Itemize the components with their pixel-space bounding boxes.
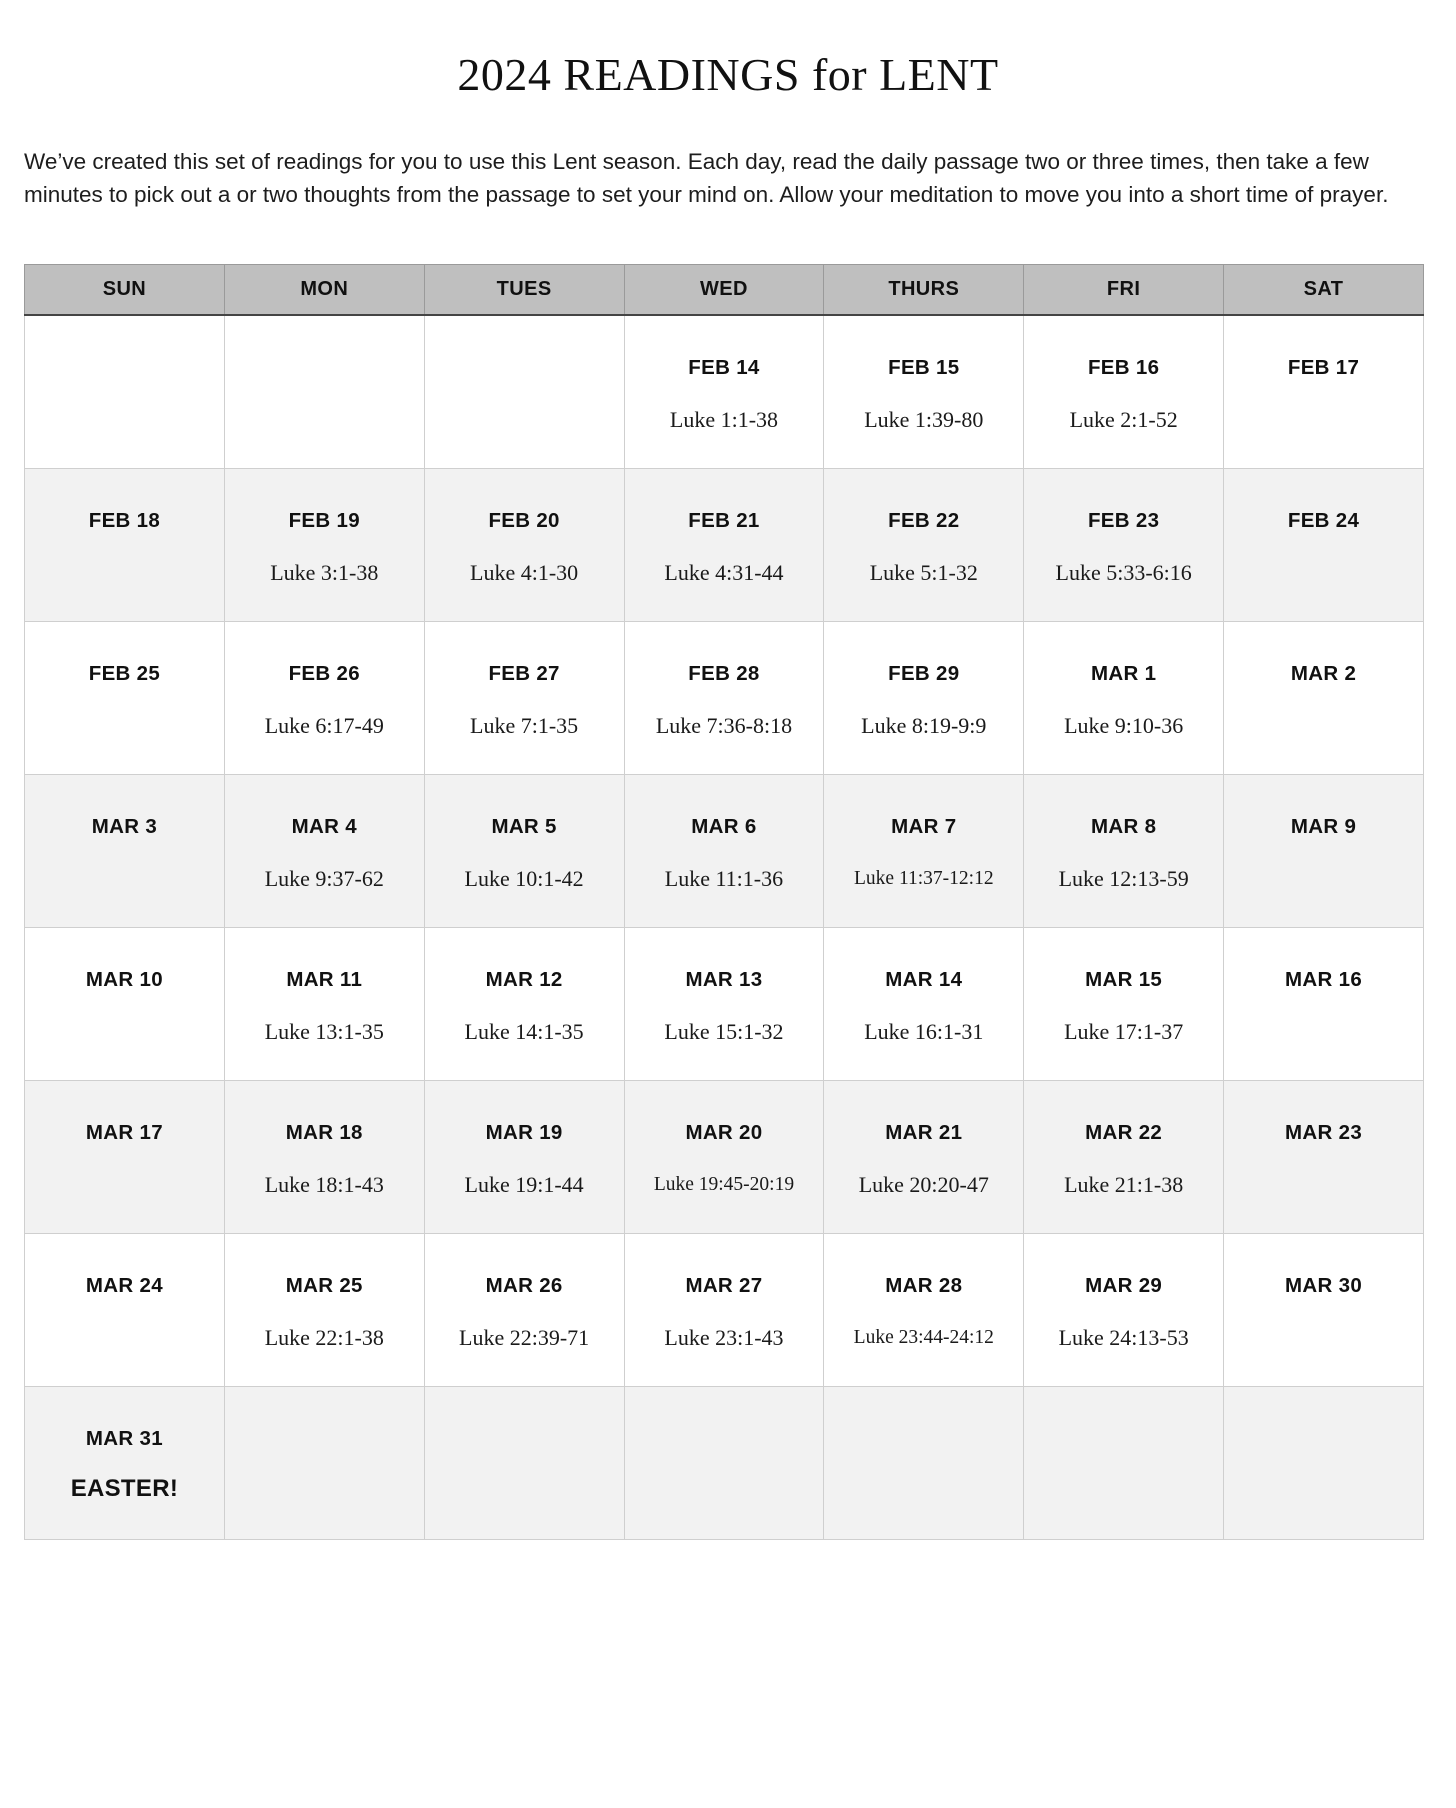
calendar-day-cell[interactable] [824, 315, 1024, 469]
calendar-day-cell[interactable] [424, 1387, 624, 1540]
calendar-day-cell[interactable] [1024, 1387, 1224, 1540]
day-reading-reference: Luke 7:36-8:18 [655, 713, 793, 738]
calendar-day-cell[interactable] [824, 1234, 1024, 1387]
day-cell-content [824, 1081, 1023, 1233]
day-date-label: MAR 15 [1085, 968, 1163, 991]
column-header-sun: SUN [25, 265, 225, 316]
day-cell-content [425, 316, 624, 468]
day-date-label: MAR 18 [285, 1121, 363, 1144]
calendar-day-cell[interactable] [25, 315, 225, 469]
day-cell-content [824, 622, 1023, 774]
calendar-day-cell[interactable] [1024, 775, 1224, 928]
calendar-day-cell[interactable] [624, 928, 824, 1081]
day-reading-reference: Luke 10:1-42 [464, 866, 584, 891]
day-cell-content [824, 775, 1023, 927]
calendar-day-cell[interactable] [1224, 1387, 1424, 1540]
calendar-week-row [25, 622, 1424, 775]
day-date-label: FEB 20 [488, 509, 560, 532]
document-page [0, 48, 1456, 1808]
day-date-label: MAR 4 [291, 815, 357, 838]
calendar-day-cell[interactable] [1224, 622, 1424, 775]
day-date-label: FEB 24 [1287, 509, 1360, 532]
day-cell-content [625, 316, 824, 468]
day-cell-content [824, 469, 1023, 621]
day-cell-content [1224, 1387, 1423, 1539]
day-cell-content [25, 622, 224, 774]
day-cell-content [625, 1081, 824, 1233]
day-reading-reference: Luke 22:39-71 [459, 1325, 590, 1350]
day-reading-reference: Luke 4:1-30 [470, 560, 579, 585]
day-cell-content [225, 316, 424, 468]
calendar-day-cell[interactable] [224, 469, 424, 622]
day-cell-content [25, 1234, 224, 1386]
day-cell-content [25, 1387, 224, 1539]
calendar-day-cell[interactable] [1024, 1234, 1224, 1387]
day-date-label: FEB 17 [1287, 356, 1360, 379]
day-date-label: FEB 14 [688, 356, 760, 379]
day-cell-content [1024, 775, 1223, 927]
calendar-day-cell[interactable] [1024, 928, 1224, 1081]
day-reading-reference: Luke 22:1-38 [264, 1325, 384, 1350]
day-date-label: MAR 28 [885, 1274, 963, 1297]
calendar-day-cell[interactable] [424, 1234, 624, 1387]
calendar-day-cell[interactable] [25, 928, 225, 1081]
calendar-day-cell[interactable] [224, 1387, 424, 1540]
intro-paragraph: We’ve created this set of readings for you to use this Lent season. Each day, read the daily passage two or three times, then take a few minutes to pick out a or two thoughts from the passage to set your mind on. Allow your meditation to move you into a short time of prayer. [24, 149, 1389, 207]
calendar-day-cell[interactable] [1224, 928, 1424, 1081]
calendar-day-cell[interactable] [1024, 622, 1224, 775]
day-cell-content [225, 622, 424, 774]
day-cell-content [425, 775, 624, 927]
day-date-label: MAR 20 [685, 1121, 763, 1144]
day-reading-reference: Luke 2:1-52 [1069, 407, 1178, 432]
day-cell-content [1224, 1081, 1423, 1233]
day-date-label: FEB 16 [1087, 356, 1160, 379]
day-date-label: MAR 9 [1290, 815, 1357, 838]
column-header-mon: MON [224, 265, 424, 316]
day-date-label: MAR 30 [1285, 1274, 1363, 1297]
calendar-day-cell[interactable] [1224, 315, 1424, 469]
calendar-day-cell[interactable] [624, 1234, 824, 1387]
day-reading-reference: Luke 12:13-59 [1058, 866, 1189, 891]
calendar-day-cell[interactable] [624, 775, 824, 928]
calendar-day-cell[interactable] [824, 622, 1024, 775]
calendar-day-cell[interactable] [824, 775, 1024, 928]
calendar-day-cell[interactable] [824, 1387, 1024, 1540]
calendar-day-cell[interactable] [624, 622, 824, 775]
calendar-day-cell[interactable] [25, 622, 225, 775]
calendar-body [25, 315, 1424, 1540]
day-cell-content [225, 1081, 424, 1233]
column-header-fri: FRI [1024, 265, 1224, 316]
day-cell-content [25, 469, 224, 621]
calendar-day-cell[interactable] [25, 1081, 225, 1234]
day-reading-reference: Luke 5:1-32 [869, 560, 978, 585]
day-date-label: FEB 19 [288, 509, 360, 532]
calendar-week-row [25, 928, 1424, 1081]
day-date-label: FEB 22 [888, 509, 960, 532]
calendar-day-cell[interactable] [1224, 1234, 1424, 1387]
day-date-label: FEB 29 [888, 662, 960, 685]
day-date-label: MAR 24 [85, 1274, 163, 1297]
day-cell-content [25, 1081, 224, 1233]
calendar-day-cell[interactable] [424, 469, 624, 622]
day-cell-content [1024, 469, 1223, 621]
day-date-label: MAR 12 [485, 968, 563, 991]
day-cell-content [625, 928, 824, 1080]
calendar-day-cell[interactable] [1224, 1081, 1424, 1234]
calendar-week-row [25, 315, 1424, 469]
calendar-day-cell[interactable] [824, 1081, 1024, 1234]
day-date-label: MAR 5 [491, 815, 557, 838]
calendar-header-row [25, 265, 1424, 316]
day-reading-reference: Luke 16:1-31 [864, 1019, 984, 1044]
day-date-label: FEB 15 [888, 356, 960, 379]
calendar-day-cell[interactable] [624, 1387, 824, 1540]
day-cell-content [1024, 316, 1223, 468]
day-date-label: FEB 26 [288, 662, 360, 685]
day-date-label: MAR 6 [691, 815, 757, 838]
day-date-label: FEB 27 [488, 662, 560, 685]
day-reading-reference: Luke 6:17-49 [264, 713, 384, 738]
day-cell-content [425, 928, 624, 1080]
page-title: 2024 READINGS for LENT [457, 49, 999, 100]
lent-readings-calendar [24, 264, 1424, 1540]
day-cell-content [225, 1387, 424, 1539]
day-reading-reference: Luke 3:1-38 [270, 560, 379, 585]
day-date-label: MAR 16 [1285, 968, 1363, 991]
day-reading-reference: Luke 20:20-47 [858, 1172, 989, 1197]
day-cell-content [1224, 775, 1423, 927]
day-date-label: MAR 13 [685, 968, 763, 991]
day-cell-content [1024, 1081, 1223, 1233]
day-cell-content [225, 1234, 424, 1386]
day-reading-reference: Luke 11:37-12:12 [854, 868, 994, 889]
day-date-label: MAR 17 [85, 1121, 163, 1144]
day-cell-content [425, 1081, 624, 1233]
day-reading-reference: Luke 9:10-36 [1064, 713, 1184, 738]
day-reading-reference: Luke 23:1-43 [664, 1325, 784, 1350]
calendar-day-cell[interactable] [1224, 775, 1424, 928]
day-cell-content [1224, 622, 1423, 774]
day-cell-content [25, 928, 224, 1080]
day-cell-content [625, 1387, 824, 1539]
day-reading-reference: Luke 13:1-35 [264, 1019, 384, 1044]
calendar-day-cell[interactable] [224, 775, 424, 928]
calendar-week-row [25, 1387, 1424, 1540]
day-reading-reference: Luke 18:1-43 [264, 1172, 384, 1197]
day-reading-reference: Luke 9:37-62 [264, 866, 384, 891]
calendar-week-row [25, 775, 1424, 928]
day-cell-content [425, 1234, 624, 1386]
day-date-label: MAR 3 [91, 815, 158, 838]
day-date-label: FEB 28 [688, 662, 760, 685]
calendar-day-cell[interactable] [824, 469, 1024, 622]
day-cell-content [225, 928, 424, 1080]
day-date-label: MAR 21 [885, 1121, 963, 1144]
day-reading-reference: Luke 4:31-44 [664, 560, 784, 585]
calendar-day-cell[interactable] [224, 315, 424, 469]
day-cell-content [1224, 1234, 1423, 1386]
day-date-label: MAR 31 [85, 1427, 163, 1450]
calendar-week-row [25, 1081, 1424, 1234]
day-cell-content [625, 469, 824, 621]
day-reading-reference: Luke 5:33-6:16 [1055, 560, 1192, 585]
column-header-wed: WED [624, 265, 824, 316]
day-reading-reference: Luke 1:1-38 [669, 407, 779, 432]
day-date-label: MAR 22 [1085, 1121, 1163, 1144]
day-reading-reference: Luke 8:19-9:9 [861, 713, 987, 738]
day-cell-content [625, 775, 824, 927]
day-date-label: MAR 19 [485, 1121, 563, 1144]
day-reading-reference: Luke 17:1-37 [1064, 1019, 1184, 1044]
day-cell-content [1224, 469, 1423, 621]
day-reading-reference: Luke 15:1-32 [664, 1019, 784, 1044]
day-cell-content [1024, 1234, 1223, 1386]
day-date-label: MAR 14 [885, 968, 963, 991]
day-reading-reference: Luke 24:13-53 [1058, 1325, 1189, 1350]
calendar-day-cell[interactable] [424, 1081, 624, 1234]
day-cell-content [25, 316, 224, 468]
day-cell-content [25, 775, 224, 927]
calendar-day-cell[interactable] [424, 928, 624, 1081]
day-date-label: MAR 23 [1285, 1121, 1363, 1144]
day-reading-reference: Luke 19:1-44 [464, 1172, 584, 1197]
day-cell-content [1224, 928, 1423, 1080]
day-cell-content [1024, 622, 1223, 774]
day-cell-content [425, 1387, 624, 1539]
day-cell-content [1224, 316, 1423, 468]
calendar-day-cell[interactable] [224, 622, 424, 775]
calendar-day-cell[interactable] [1024, 469, 1224, 622]
day-reading-reference: Luke 19:45-20:19 [653, 1174, 795, 1195]
calendar-day-cell[interactable] [1024, 315, 1224, 469]
calendar-day-cell[interactable] [224, 928, 424, 1081]
calendar-day-cell[interactable] [424, 775, 624, 928]
calendar-day-cell[interactable] [25, 469, 225, 622]
day-date-label: MAR 11 [286, 968, 363, 991]
column-header-tues: TUES [424, 265, 624, 316]
day-date-label: MAR 8 [1090, 815, 1157, 838]
day-cell-content [225, 469, 424, 621]
column-header-thurs: THURS [824, 265, 1024, 316]
day-date-label: FEB 18 [88, 509, 161, 532]
day-date-label: MAR 25 [285, 1274, 363, 1297]
calendar-day-cell[interactable] [624, 1081, 824, 1234]
column-header-sat: SAT [1224, 265, 1424, 316]
day-reading-reference: Luke 11:1-36 [664, 866, 784, 891]
calendar-day-cell[interactable] [1224, 469, 1424, 622]
day-cell-content [625, 622, 824, 774]
day-date-label: FEB 25 [88, 662, 161, 685]
day-cell-content [1024, 1387, 1223, 1539]
day-date-label: MAR 1 [1090, 662, 1157, 685]
calendar-day-cell[interactable] [424, 622, 624, 775]
calendar-day-cell[interactable] [424, 315, 624, 469]
day-cell-content [625, 1234, 824, 1386]
calendar-day-cell[interactable] [25, 1387, 225, 1540]
day-date-label: FEB 23 [1087, 509, 1160, 532]
day-reading-reference: Luke 14:1-35 [464, 1019, 584, 1044]
day-note-label: EASTER! [70, 1475, 179, 1502]
day-date-label: MAR 26 [485, 1274, 563, 1297]
day-cell-content [425, 622, 624, 774]
calendar-day-cell[interactable] [25, 775, 225, 928]
calendar-day-cell[interactable] [25, 1234, 225, 1387]
day-reading-reference: Luke 21:1-38 [1064, 1172, 1184, 1197]
day-cell-content [425, 469, 624, 621]
calendar-week-row [25, 1234, 1424, 1387]
calendar-week-row [25, 469, 1424, 622]
day-date-label: MAR 7 [891, 815, 957, 838]
day-cell-content [824, 1234, 1023, 1386]
day-cell-content [824, 928, 1023, 1080]
day-date-label: MAR 27 [685, 1274, 763, 1297]
day-date-label: MAR 10 [85, 968, 163, 991]
day-date-label: FEB 21 [688, 509, 760, 532]
calendar-day-cell[interactable] [224, 1081, 424, 1234]
day-date-label: MAR 2 [1290, 662, 1357, 685]
day-cell-content [1024, 928, 1223, 1080]
day-reading-reference: Luke 1:39-80 [864, 407, 984, 432]
day-cell-content [824, 316, 1023, 468]
day-cell-content [824, 1387, 1023, 1539]
calendar-day-cell[interactable] [624, 315, 824, 469]
calendar-day-cell[interactable] [824, 928, 1024, 1081]
calendar-day-cell[interactable] [1024, 1081, 1224, 1234]
calendar-day-cell[interactable] [224, 1234, 424, 1387]
calendar-day-cell[interactable] [624, 469, 824, 622]
day-reading-reference: Luke 7:1-35 [470, 713, 579, 738]
day-reading-reference: Luke 23:44-24:12 [853, 1327, 994, 1348]
day-cell-content [225, 775, 424, 927]
day-date-label: MAR 29 [1085, 1274, 1163, 1297]
